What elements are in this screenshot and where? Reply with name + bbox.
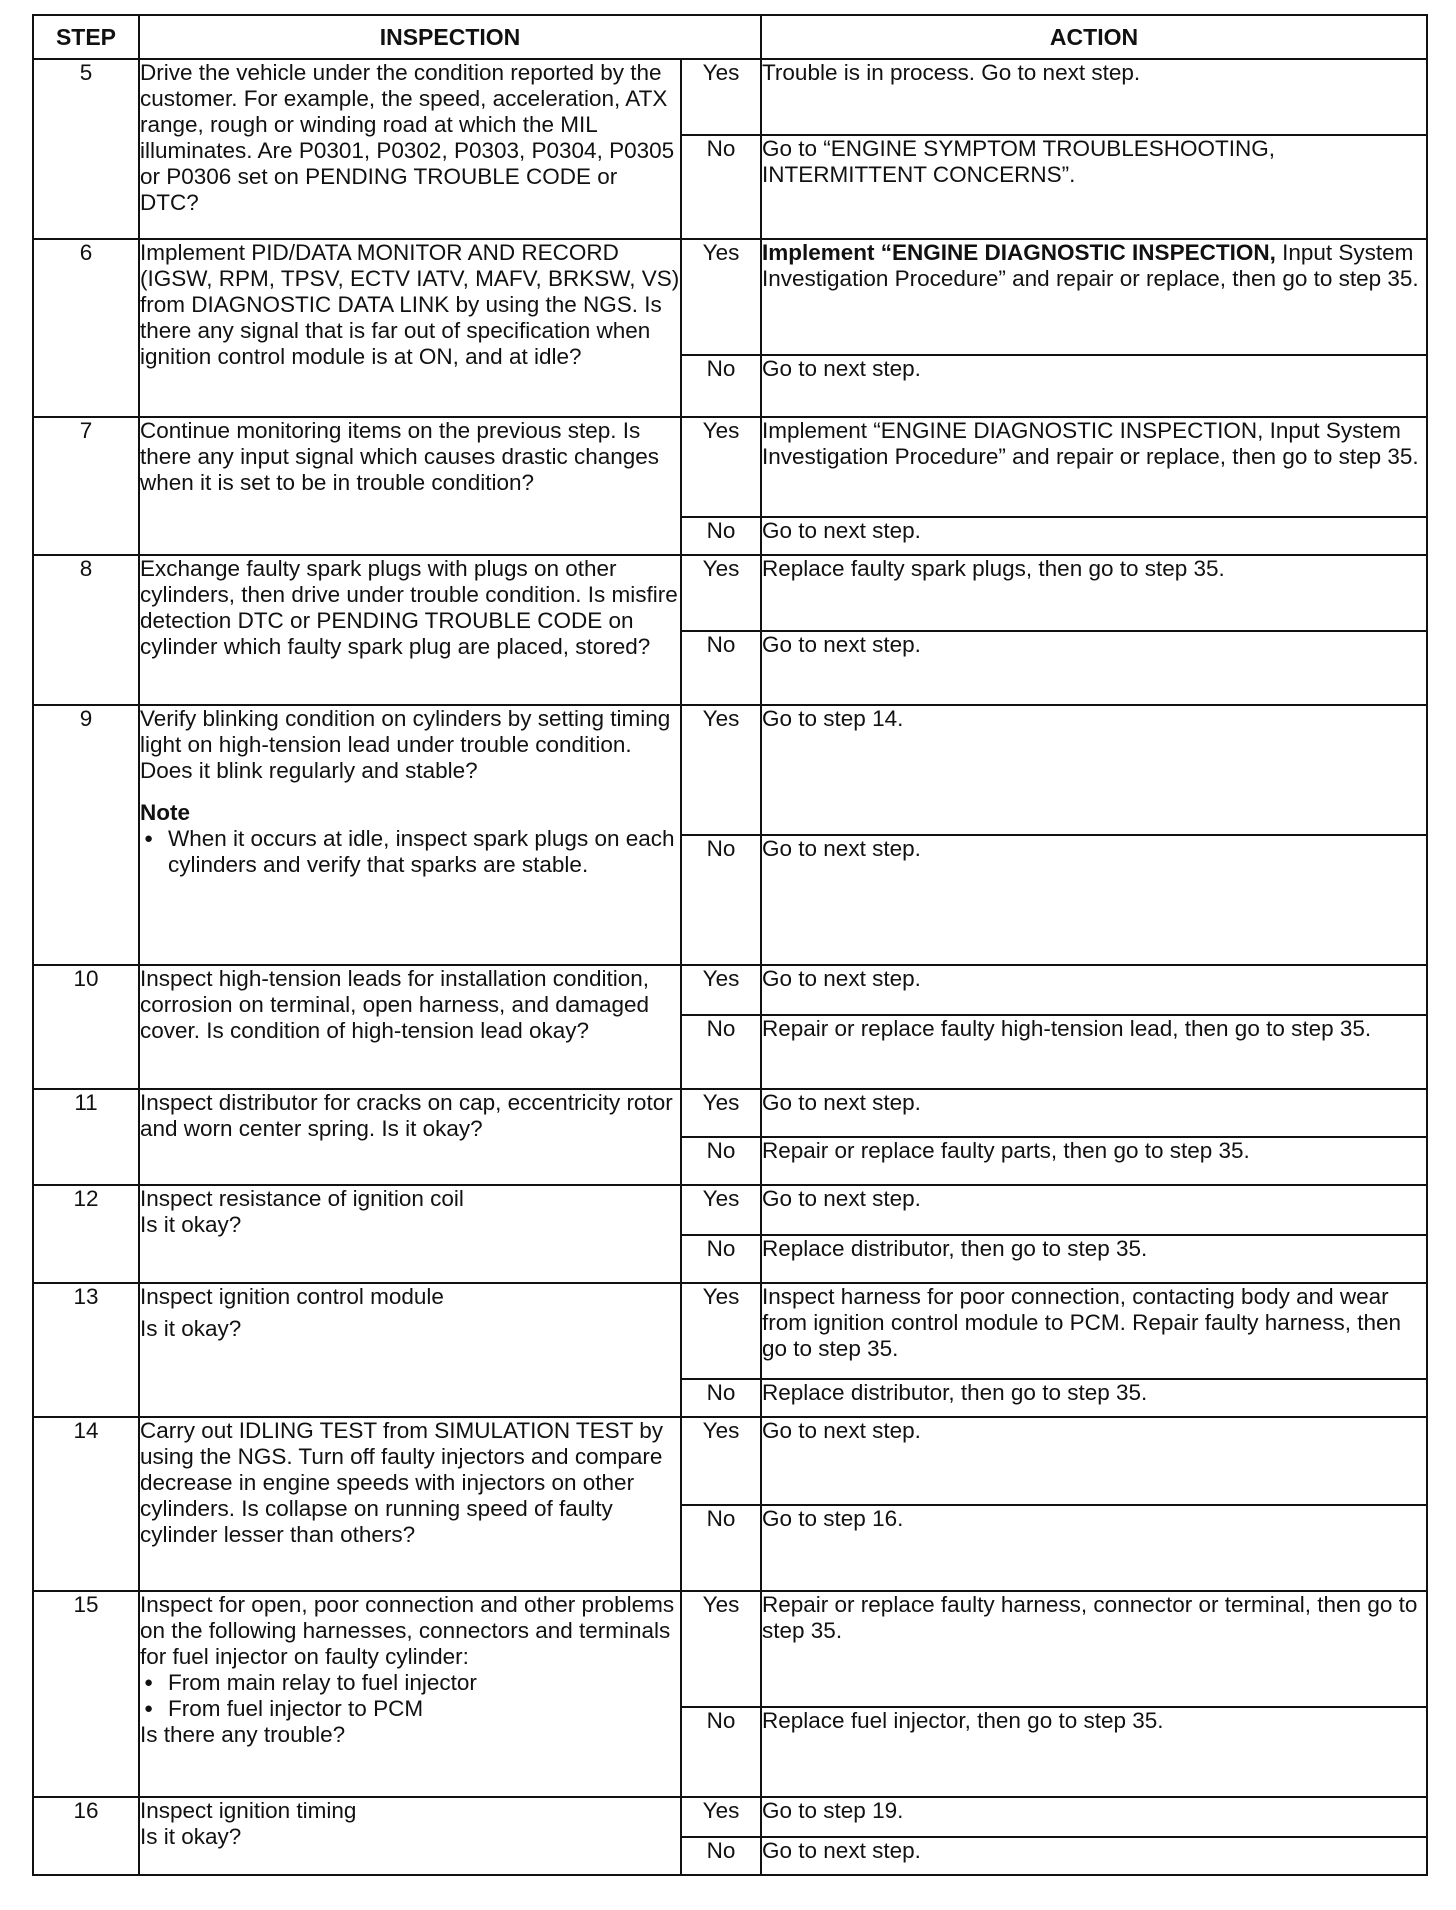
yes-action: Go to next step. xyxy=(761,965,1427,1015)
note-list xyxy=(140,826,680,878)
inspection-question: Is it okay? xyxy=(140,1824,242,1849)
no-label: No xyxy=(681,631,761,705)
no-label: No xyxy=(681,517,761,555)
header-step: STEP xyxy=(33,15,139,59)
yes-label: Yes xyxy=(681,417,761,517)
table-row xyxy=(33,59,1427,135)
no-label: No xyxy=(681,1379,761,1417)
yes-action: Go to next step. xyxy=(761,1185,1427,1235)
table-row xyxy=(33,555,1427,631)
no-action: Go to next step. xyxy=(761,517,1427,555)
no-label: No xyxy=(681,1837,761,1875)
inspection-cell: Exchange faulty spark plugs with plugs on other cylinders, then drive under trouble condition. Is misfire detection DTC or PENDING TROUBLE CODE on cylinder which faulty spark plug are placed, stored? xyxy=(139,555,681,705)
no-action: Replace fuel injector, then go to step 35. xyxy=(761,1707,1427,1797)
yes-label: Yes xyxy=(681,965,761,1015)
step-number: 8 xyxy=(33,555,139,705)
table-row xyxy=(33,417,1427,517)
no-label: No xyxy=(681,1015,761,1089)
table-row xyxy=(33,1185,1427,1235)
table-row xyxy=(33,705,1427,835)
yes-action: Go to step 14. xyxy=(761,705,1427,835)
table-row xyxy=(33,1797,1427,1837)
yes-label: Yes xyxy=(681,1283,761,1379)
yes-action: Replace faulty spark plugs, then go to step 35. xyxy=(761,555,1427,631)
no-action: Go to next step. xyxy=(761,835,1427,965)
step-number: 10 xyxy=(33,965,139,1089)
no-action: Go to “ENGINE SYMPTOM TROUBLESHOOTING, INTERMITTENT CONCERNS”. xyxy=(761,135,1427,239)
diagnostic-table xyxy=(32,14,1428,1876)
no-label: No xyxy=(681,1137,761,1185)
table-row xyxy=(33,965,1427,1015)
table-row xyxy=(33,1417,1427,1505)
yes-label: Yes xyxy=(681,59,761,135)
no-action: Go to next step. xyxy=(761,631,1427,705)
inspection-question: Is it okay? xyxy=(140,1212,242,1237)
no-action: Go to step 16. xyxy=(761,1505,1427,1591)
no-action: Go to next step. xyxy=(761,355,1427,417)
yes-action: Go to step 19. xyxy=(761,1797,1427,1837)
no-action: Repair or replace faulty high-tension lead, then go to step 35. xyxy=(761,1015,1427,1089)
step-number: 9 xyxy=(33,705,139,965)
yes-action: Trouble is in process. Go to next step. xyxy=(761,59,1427,135)
table-row xyxy=(33,1591,1427,1707)
inspection-question: Is there any trouble? xyxy=(140,1722,346,1747)
yes-action: Repair or replace faulty harness, connector or terminal, then go to step 35. xyxy=(761,1591,1427,1707)
no-action: Replace distributor, then go to step 35. xyxy=(761,1379,1427,1417)
no-action: Repair or replace faulty parts, then go to step 35. xyxy=(761,1137,1427,1185)
yes-action: Implement “ENGINE DIAGNOSTIC INSPECTION, Input System Investigation Procedure” and repair or replace, then go to step 35. xyxy=(761,417,1427,517)
header-row xyxy=(33,15,1427,59)
inspection-text: Inspect resistance of ignition coil xyxy=(140,1186,464,1211)
yes-action: Inspect harness for poor connection, contacting body and wear from ignition control module to PCM. Repair faulty harness, then go to step 35. xyxy=(761,1283,1427,1379)
step-number: 14 xyxy=(33,1417,139,1591)
yes-label: Yes xyxy=(681,555,761,631)
inspection-text: Verify blinking condition on cylinders by setting timing light on high-tension lead under trouble condition. Does it blink regularly and stable? xyxy=(140,706,671,783)
yes-label: Yes xyxy=(681,1797,761,1837)
no-label: No xyxy=(681,135,761,239)
inspection-question: Is it okay? xyxy=(140,1316,242,1341)
inspection-cell: Inspect distributor for cracks on cap, eccentricity rotor and worn center spring. Is it okay? xyxy=(139,1089,681,1185)
no-action: Replace distributor, then go to step 35. xyxy=(761,1235,1427,1283)
inspection-cell: Drive the vehicle under the condition reported by the customer. For example, the speed, acceleration, ATX range, rough or winding road at which the MIL illuminates. Are P0301, P0302, P0303, P0304, P0305 or P0306 set on PENDING TROUBLE CODE or DTC? xyxy=(139,59,681,239)
yes-action: Go to next step. xyxy=(761,1417,1427,1505)
inspection-cell xyxy=(139,1185,681,1283)
header-action: ACTION xyxy=(761,15,1427,59)
step-number: 13 xyxy=(33,1283,139,1417)
no-action: Go to next step. xyxy=(761,1837,1427,1875)
step-number: 16 xyxy=(33,1797,139,1875)
no-label: No xyxy=(681,1707,761,1797)
inspection-cell xyxy=(139,1591,681,1797)
table-row xyxy=(33,239,1427,355)
no-label: No xyxy=(681,1235,761,1283)
note-item: ● When it occurs at idle, inspect spark plugs on each cylinders and verify that sparks are stable. xyxy=(140,826,680,878)
yes-label: Yes xyxy=(681,1089,761,1137)
no-label: No xyxy=(681,835,761,965)
step-number: 6 xyxy=(33,239,139,417)
no-label: No xyxy=(681,1505,761,1591)
step-number: 5 xyxy=(33,59,139,239)
bullet-item: ● From fuel injector to PCM xyxy=(140,1696,680,1722)
inspection-cell xyxy=(139,1283,681,1417)
table-row xyxy=(33,1089,1427,1137)
yes-action-text: Input System Investigation Procedure” and repair or replace, then go to step 35. xyxy=(762,240,1419,291)
table-row xyxy=(33,1283,1427,1379)
no-label: No xyxy=(681,355,761,417)
inspection-text: Inspect ignition control module xyxy=(140,1284,444,1309)
inspection-cell: Inspect high-tension leads for installation condition, corrosion on terminal, open harness, and damaged cover. Is condition of high-tension lead okay? xyxy=(139,965,681,1089)
inspection-cell xyxy=(139,705,681,965)
yes-label: Yes xyxy=(681,1185,761,1235)
yes-label: Yes xyxy=(681,1591,761,1707)
inspection-cell: Continue monitoring items on the previous step. Is there any input signal which causes drastic changes when it is set to be in trouble condition? xyxy=(139,417,681,555)
step-number: 15 xyxy=(33,1591,139,1797)
inspection-text: Inspect ignition timing xyxy=(140,1798,357,1823)
bullet-list xyxy=(140,1670,680,1722)
yes-label: Yes xyxy=(681,239,761,355)
inspection-cell xyxy=(139,1797,681,1875)
inspection-cell: Carry out IDLING TEST from SIMULATION TEST by using the NGS. Turn off faulty injectors and compare decrease in engine speeds with injectors on other cylinders. Is collapse on running speed of faulty cylinder lesser than others? xyxy=(139,1417,681,1591)
document-page xyxy=(32,14,1426,1876)
yes-label: Yes xyxy=(681,705,761,835)
yes-action xyxy=(761,239,1427,355)
inspection-cell: Implement PID/DATA MONITOR AND RECORD (IGSW, RPM, TPSV, ECTV IATV, MAFV, BRKSW, VS) from DIAGNOSTIC DATA LINK by using the NGS. Is there any signal that is far out of specification when ignition control module is at ON, and at idle? xyxy=(139,239,681,417)
inspection-text: Inspect for open, poor connection and other problems on the following harnesses, connectors and terminals for fuel injector on faulty cylinder: xyxy=(140,1592,675,1669)
step-number: 12 xyxy=(33,1185,139,1283)
header-inspection: INSPECTION xyxy=(139,15,761,59)
yes-action: Go to next step. xyxy=(761,1089,1427,1137)
yes-label: Yes xyxy=(681,1417,761,1505)
note-label: Note xyxy=(140,800,190,825)
bullet-item: ● From main relay to fuel injector xyxy=(140,1670,680,1696)
yes-action-heading: Implement “ENGINE DIAGNOSTIC INSPECTION, xyxy=(762,240,1276,265)
step-number: 7 xyxy=(33,417,139,555)
step-number: 11 xyxy=(33,1089,139,1185)
